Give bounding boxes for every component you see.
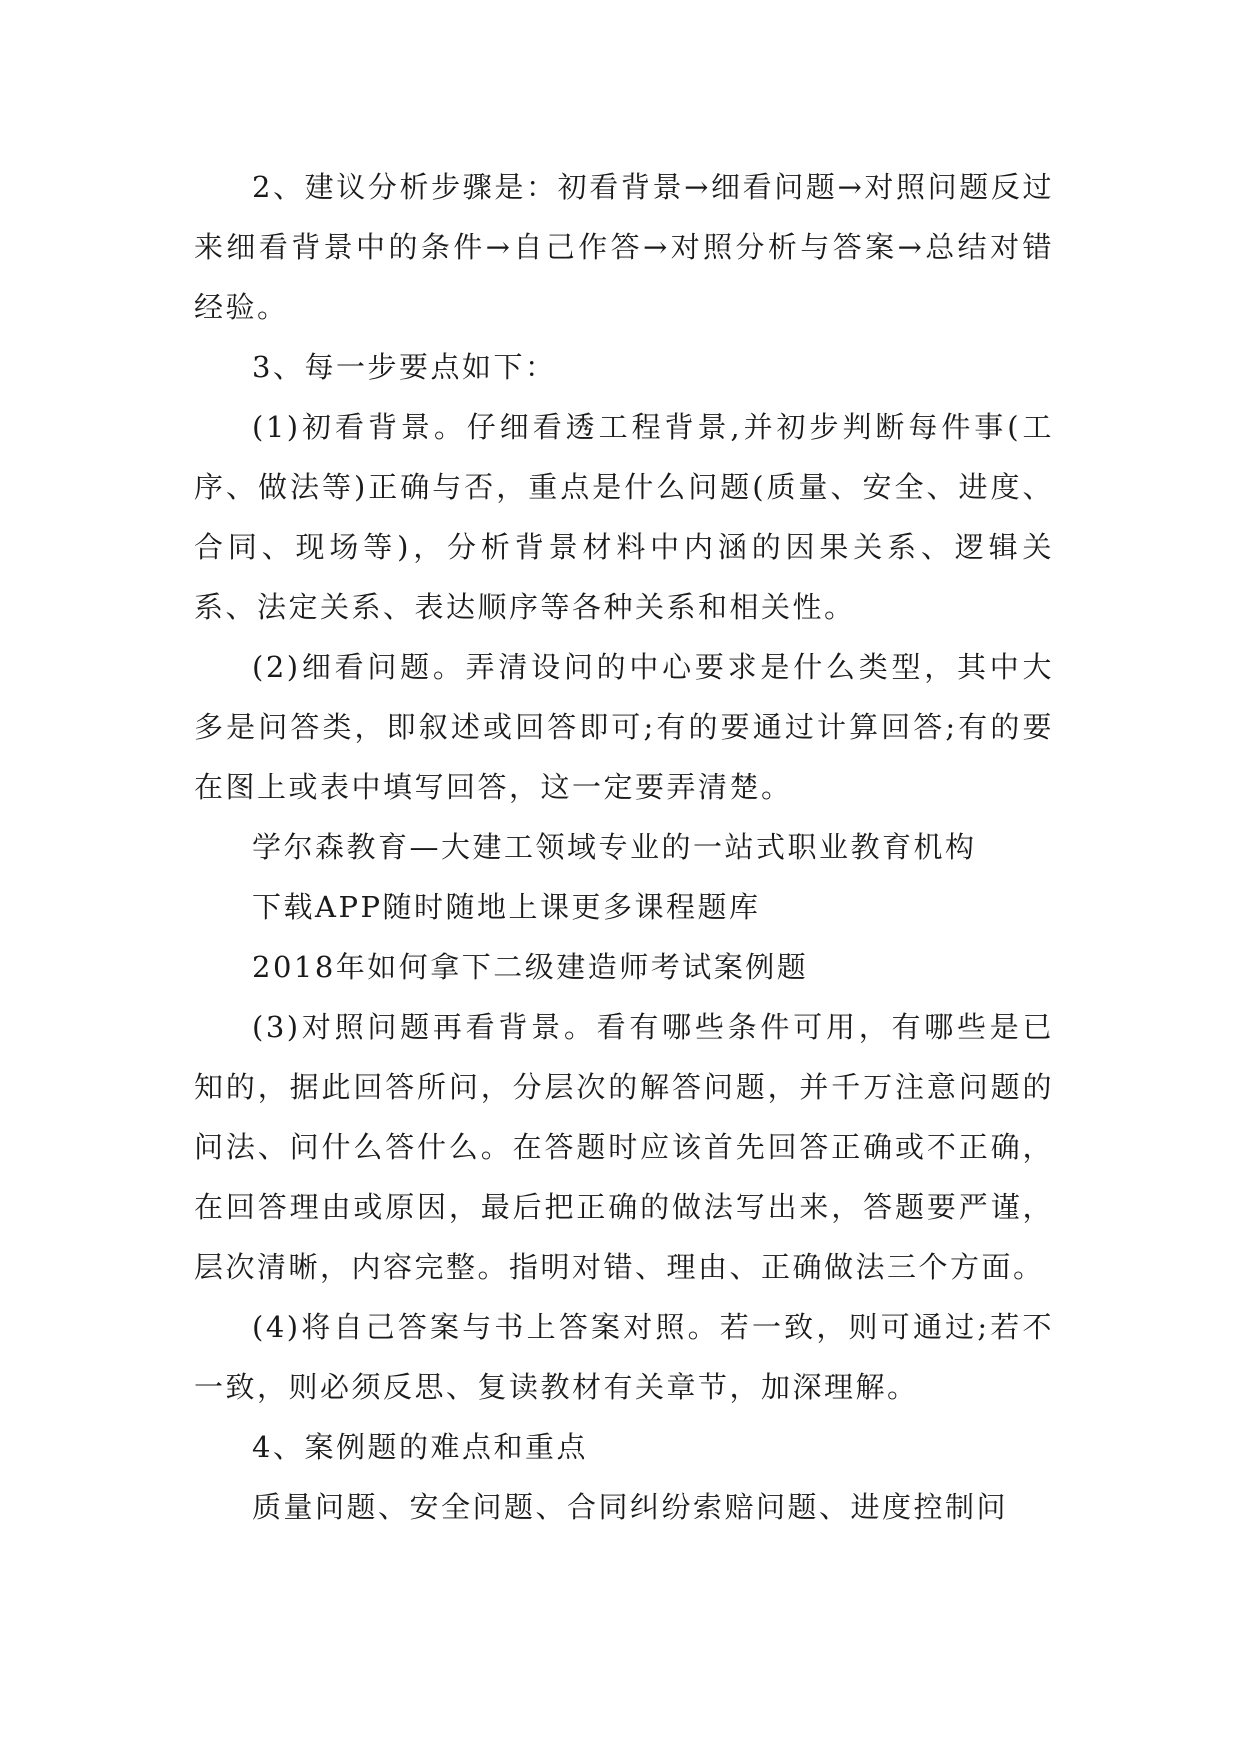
- paragraph-difficulties-heading: 4、案例题的难点和重点: [252, 1430, 588, 1464]
- paragraph-promo-title: 2018年如何拿下二级建造师考试案例题: [252, 950, 809, 984]
- paragraph-step-4: (4)将自己答案与书上答案对照。若一致，则可通过;若不一致，则必须反思、复读教材有关章节，加深理解。: [194, 1310, 1054, 1404]
- document-body: [194, 157, 1054, 1537]
- paragraph-step-3: (3)对照问题再看背景。看有哪些条件可用，有哪些是已知的，据此回答所问，分层次的解答问题，并千万注意问题的问法、问什么答什么。在答题时应该首先回答正确或不正确，在回答理由或原因，最后把正确的做法写出来，答题要严谨，层次清晰，内容完整。指明对错、理由、正确做法三个方面。: [194, 1010, 1054, 1284]
- paragraph-analysis-steps: 2、建议分析步骤是：初看背景→细看问题→对照问题反过来细看背景中的条件→自己作答→对照分析与答案→总结对错经验。: [194, 170, 1054, 324]
- paragraph-promo-org: 学尔森教育—大建工领域专业的一站式职业教育机构: [252, 830, 977, 864]
- paragraph-difficulties-list: 质量问题、安全问题、合同纠纷索赔问题、进度控制问: [252, 1490, 1009, 1524]
- paragraph-step-2: (2)细看问题。弄清设问的中心要求是什么类型，其中大多是问答类，即叙述或回答即可;有的要通过计算回答;有的要在图上或表中填写回答，这一定要弄清楚。: [194, 650, 1054, 804]
- paragraph-key-points-heading: 3、每一步要点如下：: [252, 350, 557, 384]
- paragraph-promo-app: 下载APP随时随地上课更多课程题库: [252, 890, 761, 924]
- paragraph-step-1: (1)初看背景。仔细看透工程背景,并初步判断每件事(工序、做法等)正确与否，重点是什么问题(质量、安全、进度、合同、现场等)，分析背景材料中内涵的因果关系、逻辑关系、法定关系、表达顺序等各种关系和相关性。: [194, 410, 1054, 624]
